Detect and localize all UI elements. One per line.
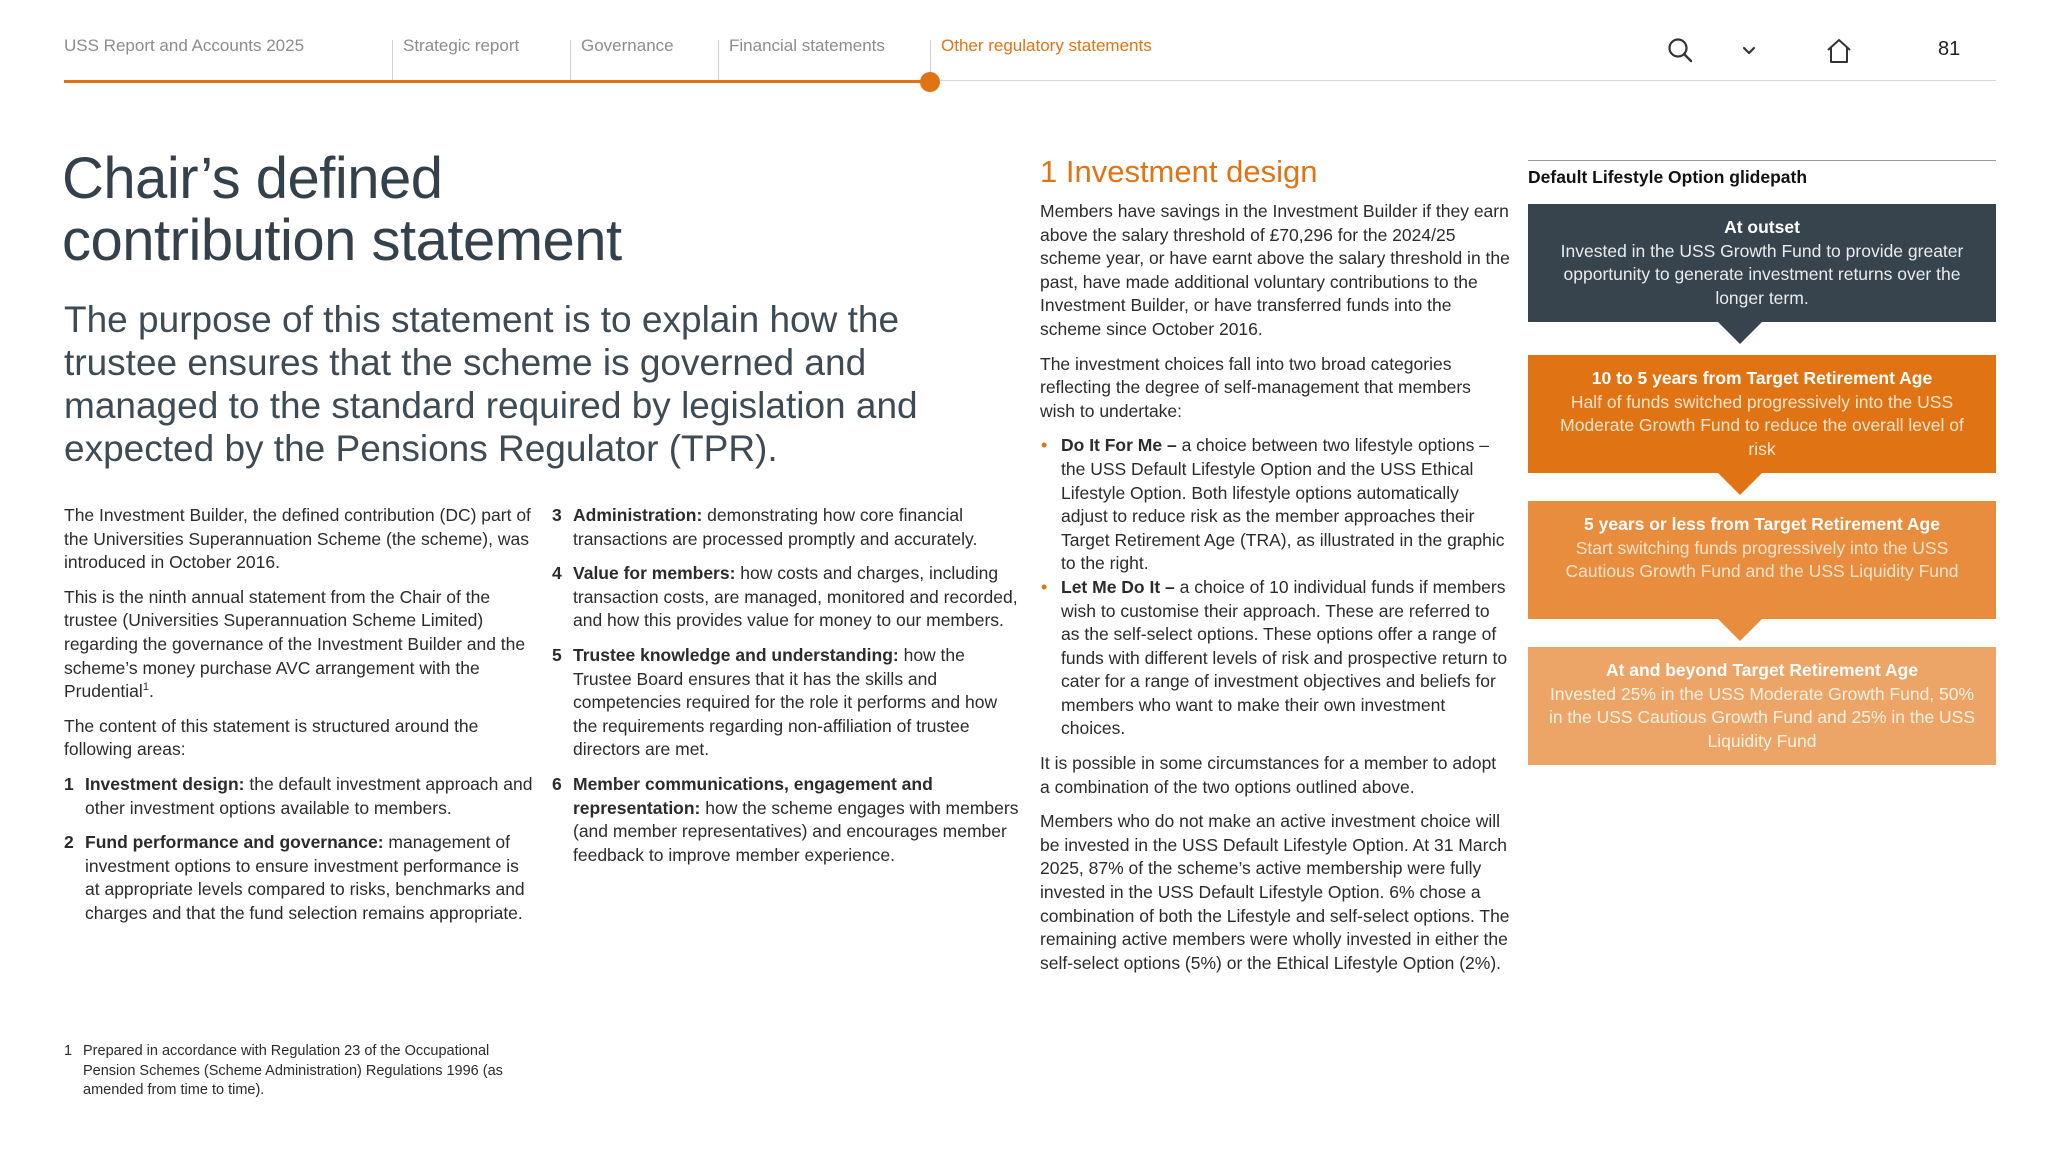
investment-design-column [1040, 200, 1510, 986]
glidepath-title: Default Lifestyle Option glidepath [1528, 167, 1808, 187]
page-subtitle: The purpose of this statement is to explain how the trustee ensures that the scheme is governed and managed to the standard required by legislation and expected by the Pensions Regulator (TPR). [64, 299, 918, 469]
areas-column [552, 504, 1022, 878]
area-number: 3 [552, 505, 562, 525]
area-text: the default investment approach and other investment options available to members. [85, 773, 533, 818]
area-number: 5 [552, 644, 562, 665]
nav-link-governance[interactable]: Governance [581, 36, 674, 55]
investment-design-paragraph-2: The investment choices fall into two broad categories reflecting the degree of self-management that members wish to undertake: [1040, 353, 1471, 421]
glidepath-arrow-down-icon [1718, 473, 1762, 495]
stage-text: Invested in the USS Growth Fund to provide greater opportunity to generate investment returns over the longer term. [1560, 240, 1964, 308]
area-number: 4 [552, 563, 562, 584]
area-text: demonstrating how core financial transactions are processed promptly and accurately. [573, 505, 978, 549]
stage-heading: At and beyond Target Retirement Age [1605, 660, 1919, 680]
intro-paragraph-3: The content of this statement is structured around the following areas: [64, 715, 479, 760]
bullet-dot-icon: • [1041, 576, 1048, 597]
intro-paragraph-2 [64, 586, 534, 704]
stage-heading: At outset [1724, 217, 1800, 237]
area-text: how the scheme engages with members (and member representatives) and encourages member feedback to improve member experience. [573, 797, 1019, 865]
page-number: 81 [1938, 38, 1961, 60]
glidepath-stage-at-and-beyond [1528, 647, 1996, 765]
bullet-text: a choice of 10 individual funds if members wish to customise their approach. These are referred to as the self-select options. These options offer a range of funds with different levels of risk and prospective return to cater for a range of investment objectives and beliefs for members who want to make their own investment choices. [1061, 576, 1508, 739]
footnote [64, 1042, 534, 1101]
area-title: Member communications, engagement and representation: [573, 773, 933, 818]
stage-text: Half of funds switched progressively into the USS Moderate Growth Fund to reduce the overall level of risk [1560, 391, 1964, 459]
report-title-link[interactable]: USS Report and Accounts 2025 [64, 36, 305, 55]
intro-column [64, 504, 534, 937]
area-title: Administration: [573, 505, 703, 525]
area-text: how costs and charges, including transaction costs, are managed, monitored and recorded, and how this provides value for money to our members. [573, 563, 1018, 631]
area-title: Value for members: [573, 563, 736, 584]
glidepath-stage-10-to-5-years [1528, 355, 1996, 473]
intro-paragraph-2-end: . [148, 681, 154, 702]
nav-link-strategic-report[interactable]: Strategic report [403, 36, 520, 55]
list-item-do-it-for-me [1040, 434, 1510, 576]
area-title: Trustee knowledge and understanding: [573, 644, 899, 665]
list-item-let-me-do-it [1040, 576, 1510, 741]
bullet-dot-icon: • [1041, 435, 1048, 456]
nav-divider [718, 40, 719, 80]
section-heading-investment-design: 1 Investment design [1040, 154, 1318, 189]
area-item-investment-design [64, 773, 534, 820]
footnote-text: Prepared in accordance with Regulation 23 of the Occupational Pension Schemes (Scheme Administration) Regulations 1996 (as amended from time to time). [83, 1043, 503, 1098]
section-progress-marker [920, 72, 940, 92]
intro-paragraph-2-text: This is the ninth annual statement from the Chair of the trustee (Universities Superannuation Scheme Limited) regarding the governance of the Investment Builder and the scheme’s money purchase AVC arrangement with the Prudential [64, 586, 526, 702]
area-number: 2 [64, 832, 74, 853]
area-text: management of investment options to ensure investment performance is at appropriate levels compared to risks, benchmarks and charges and that the fund selection remains appropriate. [85, 832, 525, 923]
area-title: Fund performance and governance: [85, 832, 384, 853]
glidepath-arrow-down-icon [1718, 322, 1762, 344]
stage-heading: 10 to 5 years from Target Retirement Age [1591, 368, 1933, 388]
search-icon[interactable] [1666, 36, 1696, 66]
investment-choice-list [1040, 434, 1510, 741]
area-item-administration [552, 504, 1022, 551]
area-item-member-communications [552, 773, 1022, 867]
area-number: 1 [64, 773, 74, 794]
page-title-line-2: contribution statement [62, 208, 622, 273]
top-navigation [0, 0, 2048, 90]
bullet-title: Let Me Do It – [1061, 576, 1175, 597]
investment-design-paragraph-1: Members have savings in the Investment Builder if they earn above the salary threshold of £70,296 for the 2024/25 scheme year, or have earnt above the salary threshold in the past, have made additional voluntary contributions to the Investment Builder, or have transferred funds into the scheme since October 2016. [1040, 201, 1510, 339]
nav-link-other-regulatory-statements[interactable]: Other regulatory statements [941, 36, 1152, 55]
home-icon[interactable] [1824, 36, 1854, 66]
area-item-fund-performance [64, 831, 534, 925]
glidepath-stage-5-years-or-less [1528, 501, 1996, 619]
footnote-number: 1 [64, 1043, 73, 1059]
page-title-line-1: Chair’s defined [62, 146, 443, 211]
nav-link-financial-statements[interactable]: Financial statements [729, 36, 885, 55]
intro-paragraph-1: The Investment Builder, the defined contribution (DC) part of the Universities Superannuation Scheme (the scheme), was introduced in October 2016. [64, 505, 531, 573]
section-progress-bar [64, 80, 932, 83]
glidepath-stage-at-outset [1528, 204, 1996, 322]
investment-design-paragraph-4: Members who do not make an active investment choice will be invested in the USS Default Lifestyle Option. At 31 March 2025, 87% of the scheme’s active membership were fully invested in the USS Default Lifestyle Option. 6% chose a combination of both the Lifestyle and self-select options. The remaining active members were wholly invested in either the self-select options (5%) or the Ethical Lifestyle Option (2%). [1040, 811, 1510, 973]
area-title: Investment design: [85, 773, 245, 794]
footnote-reference[interactable]: 1 [142, 681, 149, 694]
stage-heading: 5 years or less from Target Retirement Age [1584, 514, 1940, 534]
bullet-text: a choice between two lifestyle options – the USS Default Lifestyle Option and the USS Ethical Lifestyle Option. Both lifestyle options automatically adjust to reduce risk as the member approaches their Target Retirement Age (TRA), as illustrated in the graphic to the right. [1061, 435, 1505, 574]
nav-divider [570, 40, 571, 80]
area-number: 6 [552, 773, 562, 794]
page-title [62, 148, 962, 272]
area-item-value-for-members [552, 562, 1022, 633]
area-text: how the Trustee Board ensures that it has the skills and competencies required for the role it performs and how the requirements regarding non-affiliation of trustee directors are met. [573, 644, 998, 760]
stage-text: Start switching funds progressively into the USS Cautious Growth Fund and the USS Liquidity Fund [1565, 537, 1959, 582]
glidepath-arrow-down-icon [1718, 619, 1762, 641]
investment-design-paragraph-3: It is possible in some circumstances for a member to adopt a combination of the two options outlined above. [1040, 753, 1497, 797]
chevron-down-icon[interactable] [1734, 36, 1764, 66]
glidepath-rule [1528, 160, 1996, 161]
nav-divider [392, 40, 393, 80]
bullet-title: Do It For Me – [1061, 435, 1177, 456]
stage-text: Invested 25% in the USS Moderate Growth Fund, 50% in the USS Cautious Growth Fund and 25% in the USS Liquidity Fund [1548, 683, 1976, 751]
area-item-trustee-knowledge [552, 644, 1022, 762]
